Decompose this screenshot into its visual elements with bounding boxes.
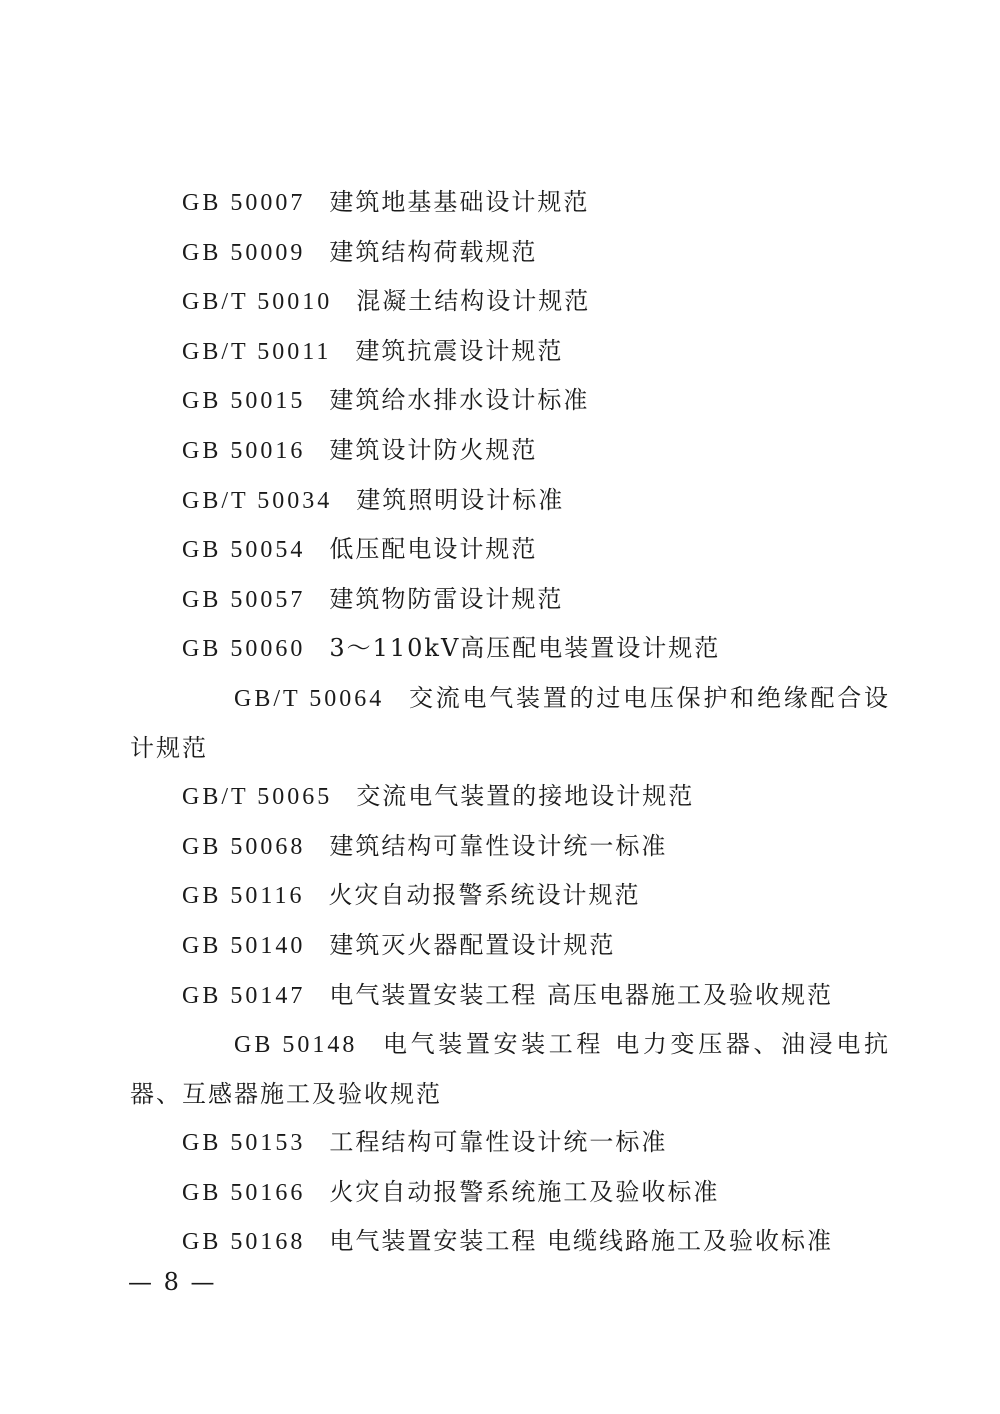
standard-title: 交流电气装置的接地设计规范 [356,782,695,811]
standard-title: 建筑灭火器配置设计规范 [329,930,616,959]
standard-title: 火灾自动报警系统设计规范 [328,881,641,910]
standard-code: GB 50016 [182,437,306,464]
standard-title: 建筑地基基础设计规范 [329,188,590,216]
standard-entry [130,476,890,526]
standard-entry [130,871,890,921]
standard-entry [130,327,890,377]
standard-code: GB 50057 [182,586,306,613]
standard-entry [130,426,890,476]
standard-entry [130,921,890,971]
standard-code: GB 50148 [234,1032,358,1059]
standard-title: 建筑物防雷设计规范 [329,584,564,613]
standard-entry [130,822,890,872]
standard-code: GB/T 50064 [234,685,385,712]
standard-title: 建筑抗震设计规范 [355,336,564,365]
standard-code: GB 50116 [182,883,305,910]
standard-code: GB 50009 [182,239,306,266]
standard-code: GB 50054 [182,537,306,564]
standard-code: GB 50147 [182,982,306,1009]
standard-title: 3～110kV高压配电装置设计规范 [329,634,721,663]
standards-list [130,178,890,1267]
standard-code: GB 50060 [182,636,306,663]
standard-entry [130,228,890,278]
standard-title: 混凝土结构设计规范 [356,287,591,316]
standard-entry [130,971,890,1021]
page-number: — 8 — [128,1268,217,1296]
standard-entry [130,525,890,575]
standard-title: 建筑给水排水设计标准 [329,386,590,415]
standard-entry [130,1168,890,1218]
standard-title: 工程结构可靠性设计统一标准 [329,1128,668,1157]
standard-code: GB 50168 [182,1229,306,1256]
standard-title: 低压配电设计规范 [329,535,538,564]
standard-entry [130,575,890,625]
standard-entry [130,772,890,822]
standard-title: 交流电气装置的过电压保护和绝缘配合设计规范 [130,683,890,762]
standard-entry [130,1217,890,1267]
standard-code: GB 50140 [182,932,306,959]
standard-code: GB 50153 [182,1130,306,1157]
standard-entry [130,674,890,772]
standard-code: GB 50007 [182,190,306,216]
standard-code: GB 50015 [182,388,306,415]
standard-title: 建筑照明设计标准 [356,485,565,514]
standard-code: GB 50068 [182,833,306,860]
standard-title: 建筑结构荷载规范 [329,237,538,266]
standard-entry [130,277,890,327]
standard-entry [130,178,890,228]
standard-code: GB/T 50010 [182,289,333,316]
standard-title: 电气装置安装工程 电缆线路施工及验收标准 [329,1227,833,1256]
standard-entry [130,1020,890,1118]
standard-entry [130,624,890,674]
standard-code: GB/T 50065 [182,784,333,811]
standard-code: GB/T 50034 [182,487,333,514]
standard-title: 火灾自动报警系统施工及验收标准 [329,1177,720,1206]
standard-entry [130,1118,890,1168]
standard-code: GB/T 50011 [182,338,332,365]
standard-title: 建筑结构可靠性设计统一标准 [329,831,668,860]
standard-code: GB 50166 [182,1179,306,1206]
standard-title: 电气装置安装工程 高压电器施工及验收规范 [329,980,833,1009]
standard-entry [130,376,890,426]
standard-title: 电气装置安装工程 电力变压器、油浸电抗器、互感器施工及验收规范 [130,1030,890,1108]
standard-title: 建筑设计防火规范 [329,435,538,464]
